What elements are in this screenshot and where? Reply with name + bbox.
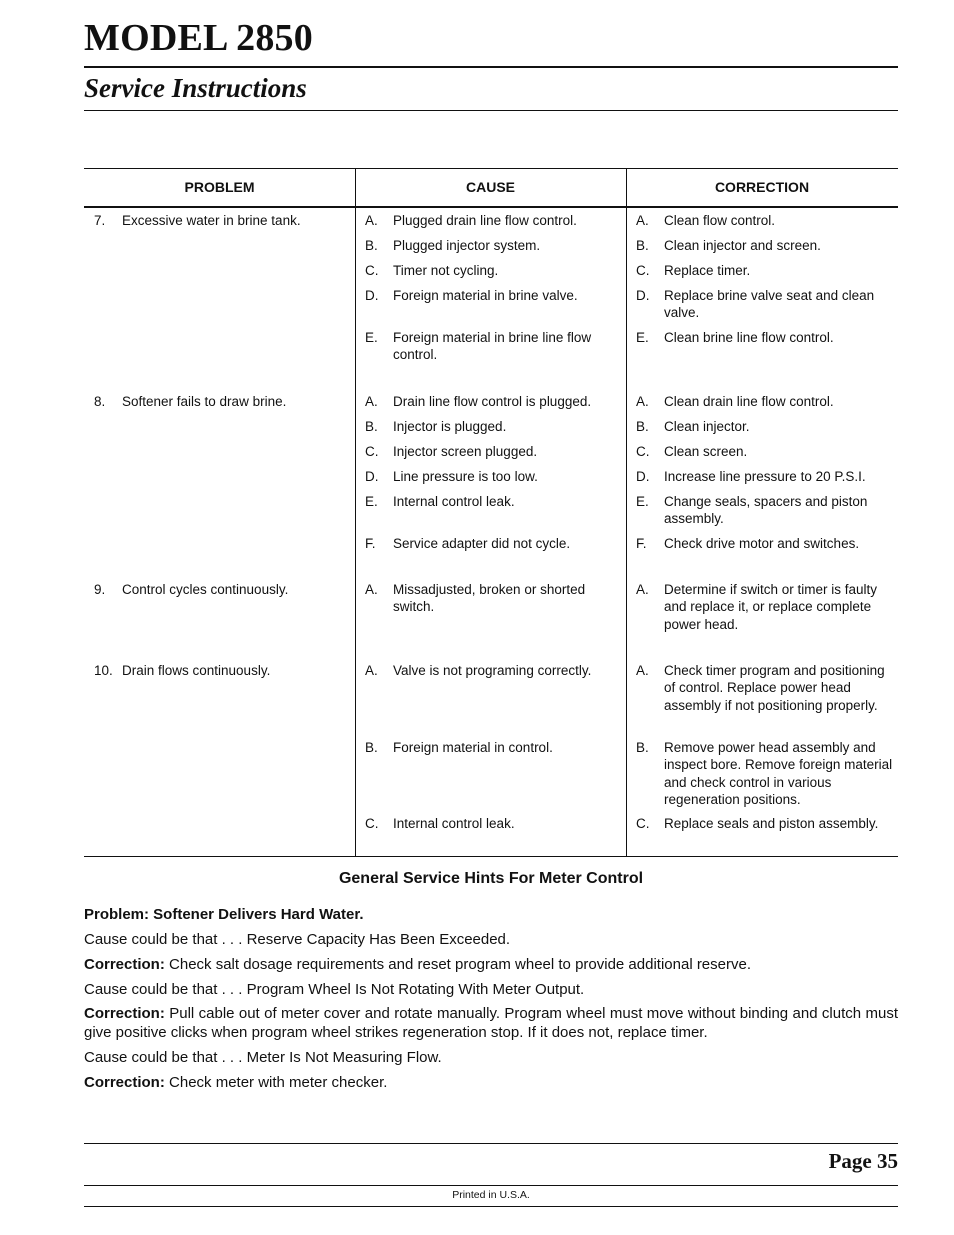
header-correction: CORRECTION <box>714 179 810 195</box>
cause-letter: E. <box>365 494 378 509</box>
correction-text: Clean brine line flow control. <box>664 330 834 345</box>
correction-text: Check drive motor and switches. <box>664 536 860 551</box>
troubleshooting-table <box>84 168 898 857</box>
cause-text: Drain line flow control is plugged. <box>393 394 592 409</box>
header-rule <box>84 66 898 68</box>
problem-text: Drain flows continuously. <box>122 663 271 678</box>
hints-heading: General Service Hints For Meter Control <box>338 870 644 887</box>
correction-letter: D. <box>636 469 650 484</box>
header-cause: CAUSE <box>465 179 515 195</box>
correction-text: Replace seals and piston assembly. <box>664 816 879 831</box>
hints-problem <box>84 905 898 924</box>
page-subtitle: Service Instructions <box>84 73 307 103</box>
hint-cause: Cause could be that . . . Program Wheel Is Not Rotating With Meter Output. <box>84 981 585 998</box>
cause-text: Foreign material in brine valve. <box>393 288 578 303</box>
page-number: Page 35 <box>828 1149 898 1173</box>
cause-text: Service adapter did not cycle. <box>393 536 571 551</box>
header-problem: PROBLEM <box>184 179 255 195</box>
hint-correction <box>84 955 898 974</box>
correction-letter: B. <box>636 740 649 755</box>
problem-number: 8. <box>94 394 106 409</box>
cause-text: Internal control leak. <box>393 494 515 509</box>
hint-correction <box>84 1004 898 1043</box>
correction-text: Replace brine valve seat and clean valve. <box>664 288 875 321</box>
cause-letter: C. <box>365 444 379 459</box>
printed-notice: Printed in U.S.A. <box>452 1189 530 1201</box>
cause-letter: A. <box>365 213 378 228</box>
hint-cause: Cause could be that . . . Meter Is Not Measuring Flow. <box>84 1049 442 1066</box>
correction-text: Remove power head assembly and inspect bore. Remove foreign material and check control in various regeneration positions. <box>664 740 893 807</box>
hint-correction-text: Pull cable out of meter cover and rotate manually. Program wheel must move without binding and clutch must give positive clicks when program wheel strikes regeneration stop. If it does not, replace timer. <box>84 1005 898 1042</box>
correction-text: Increase line pressure to 20 P.S.I. <box>664 469 866 484</box>
cause-letter: A. <box>365 394 378 409</box>
cause-text: Foreign material in control. <box>393 740 553 755</box>
cause-letter: A. <box>365 663 378 678</box>
correction-text: Clean injector. <box>664 419 750 434</box>
correction-label: Correction: <box>84 1074 165 1091</box>
correction-letter: F. <box>636 536 647 551</box>
problem-number: 9. <box>94 582 106 597</box>
problem-number: 10. <box>94 663 113 678</box>
correction-label: Correction: <box>84 956 165 973</box>
cause-text: Valve is not programing correctly. <box>393 663 592 678</box>
cause-text: Internal control leak. <box>393 816 515 831</box>
cause-letter: D. <box>365 469 379 484</box>
correction-text: Clean flow control. <box>664 213 776 228</box>
cause-letter: A. <box>365 582 378 597</box>
cause-text: Plugged injector system. <box>393 238 541 253</box>
cause-text: Plugged drain line flow control. <box>393 213 577 228</box>
cause-text: Foreign material in brine line flow control. <box>393 330 592 363</box>
correction-letter: A. <box>636 582 649 597</box>
table-header-row <box>84 169 898 208</box>
correction-text: Determine if switch or timer is faulty and replace it, or replace complete power head. <box>664 582 878 632</box>
correction-text: Check timer program and positioning of control. Replace power head assembly if not positioning properly. <box>664 663 885 713</box>
correction-letter: C. <box>636 444 650 459</box>
cause-letter: D. <box>365 288 379 303</box>
column-divider <box>355 169 356 856</box>
cause-letter: C. <box>365 263 379 278</box>
problem-text: Excessive water in brine tank. <box>122 213 301 228</box>
correction-text: Change seals, spacers and piston assembly. <box>664 494 868 527</box>
hint-cause: Cause could be that . . . Reserve Capacity Has Been Exceeded. <box>84 931 511 948</box>
hint-correction-text: Check salt dosage requirements and reset program wheel to provide additional reserve. <box>169 956 751 973</box>
correction-text: Clean drain line flow control. <box>664 394 834 409</box>
page-title: MODEL 2850 <box>84 17 313 59</box>
hint-correction <box>84 1073 898 1092</box>
cause-text: Injector screen plugged. <box>393 444 538 459</box>
correction-letter: A. <box>636 663 649 678</box>
cause-text: Missadjusted, broken or shorted switch. <box>393 582 586 615</box>
cause-letter: E. <box>365 330 378 345</box>
cause-text: Line pressure is too low. <box>393 469 538 484</box>
cause-letter: B. <box>365 419 378 434</box>
correction-letter: B. <box>636 419 649 434</box>
correction-text: Clean screen. <box>664 444 748 459</box>
correction-label: Correction: <box>84 1005 165 1022</box>
column-divider <box>626 169 627 856</box>
hints-problem-text: Problem: Softener Delivers Hard Water. <box>84 906 364 923</box>
problem-text: Control cycles continuously. <box>122 582 289 597</box>
correction-letter: B. <box>636 238 649 253</box>
footer-rule <box>84 1143 898 1144</box>
correction-letter: A. <box>636 394 649 409</box>
problem-text: Softener fails to draw brine. <box>122 394 287 409</box>
subtitle-rule <box>84 110 898 111</box>
footer-rule <box>84 1185 898 1186</box>
correction-text: Replace timer. <box>664 263 751 278</box>
cause-letter: B. <box>365 740 378 755</box>
correction-letter: A. <box>636 213 649 228</box>
cause-letter: B. <box>365 238 378 253</box>
correction-letter: C. <box>636 263 650 278</box>
cause-letter: C. <box>365 816 379 831</box>
correction-text: Clean injector and screen. <box>664 238 821 253</box>
correction-letter: E. <box>636 494 649 509</box>
correction-letter: E. <box>636 330 649 345</box>
cause-text: Timer not cycling. <box>393 263 499 278</box>
hint-correction-text: Check meter with meter checker. <box>169 1074 388 1091</box>
cause-text: Injector is plugged. <box>393 419 507 434</box>
problem-number: 7. <box>94 213 106 228</box>
correction-letter: D. <box>636 288 650 303</box>
correction-letter: C. <box>636 816 650 831</box>
footer-rule <box>84 1206 898 1207</box>
cause-letter: F. <box>365 536 376 551</box>
